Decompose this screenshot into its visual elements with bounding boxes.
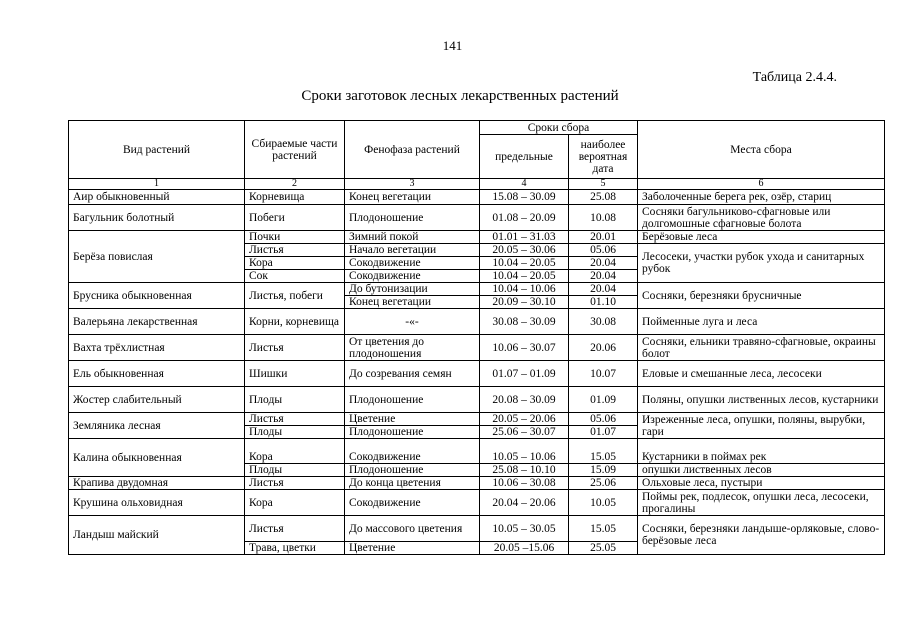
date-cell: 01.09 bbox=[569, 387, 638, 413]
col-number: 1 bbox=[69, 179, 245, 190]
table-row bbox=[69, 477, 885, 490]
range-cell: 15.08 – 30.09 bbox=[480, 190, 569, 205]
phase-cell: Сокодвижение bbox=[345, 490, 480, 516]
place-cell: Сосняки багульниково-сфагновые или долгомошные сфагновые болота bbox=[638, 205, 885, 231]
range-cell: 20.05 – 20.06 bbox=[480, 413, 569, 426]
range-cell: 20.05 –15.06 bbox=[480, 542, 569, 555]
date-cell: 25.05 bbox=[569, 542, 638, 555]
place-cell: Кустарники в поймах рек bbox=[638, 439, 885, 464]
date-cell: 15.09 bbox=[569, 464, 638, 477]
part-cell: Побеги bbox=[245, 205, 345, 231]
range-cell: 20.09 – 30.10 bbox=[480, 296, 569, 309]
phase-cell: До бутонизации bbox=[345, 283, 480, 296]
header-places: Места сбора bbox=[638, 121, 885, 179]
species-cell: Калина обыкновенная bbox=[69, 439, 245, 477]
table-row bbox=[69, 439, 885, 464]
place-cell: Лесосеки, участки рубок ухода и санитарных рубок bbox=[638, 244, 885, 283]
table-row bbox=[69, 361, 885, 387]
table-title: Сроки заготовок лесных лекарственных растений bbox=[301, 88, 619, 104]
place-cell: Поляны, опушки лиственных лесов, кустарники bbox=[638, 387, 885, 413]
header-likely: наиболее вероятная дата bbox=[569, 135, 638, 179]
date-cell: 10.08 bbox=[569, 205, 638, 231]
phase-cell: От цветения до плодоношения bbox=[345, 335, 480, 361]
page-number: 141 bbox=[442, 38, 463, 53]
table-row bbox=[69, 283, 885, 296]
species-cell: Крушина ольховидная bbox=[69, 490, 245, 516]
date-cell: 25.08 bbox=[569, 190, 638, 205]
col-number: 3 bbox=[345, 179, 480, 190]
header-limit: предельные bbox=[480, 135, 569, 179]
place-cell: Еловые и смешанные леса, лесосеки bbox=[638, 361, 885, 387]
harvest-table bbox=[68, 120, 885, 555]
part-cell: Кора bbox=[245, 257, 345, 270]
phase-cell: До массового цветения bbox=[345, 516, 480, 542]
part-cell: Кора bbox=[245, 490, 345, 516]
part-cell: Шишки bbox=[245, 361, 345, 387]
header-species: Вид растений bbox=[69, 121, 245, 179]
range-cell: 01.07 – 01.09 bbox=[480, 361, 569, 387]
part-cell: Почки bbox=[245, 231, 345, 244]
table-row bbox=[69, 490, 885, 516]
table-row bbox=[69, 335, 885, 361]
table-row bbox=[69, 190, 885, 205]
range-cell: 30.08 – 30.09 bbox=[480, 309, 569, 335]
range-cell: 10.06 – 30.08 bbox=[480, 477, 569, 490]
range-cell: 01.08 – 20.09 bbox=[480, 205, 569, 231]
date-cell: 10.07 bbox=[569, 361, 638, 387]
header-phase: Фенофаза растений bbox=[345, 121, 480, 179]
part-cell: Сок bbox=[245, 270, 345, 283]
phase-cell: -«- bbox=[345, 309, 480, 335]
part-cell: Плоды bbox=[245, 464, 345, 477]
date-cell: 05.06 bbox=[569, 244, 638, 257]
range-cell: 20.05 – 30.06 bbox=[480, 244, 569, 257]
date-cell: 10.05 bbox=[569, 490, 638, 516]
phase-cell: До созревания семян bbox=[345, 361, 480, 387]
range-cell: 25.08 – 10.10 bbox=[480, 464, 569, 477]
range-cell: 10.06 – 30.07 bbox=[480, 335, 569, 361]
phase-cell: Цветение bbox=[345, 542, 480, 555]
date-cell: 20.04 bbox=[569, 270, 638, 283]
range-cell: 01.01 – 31.03 bbox=[480, 231, 569, 244]
date-cell: 20.04 bbox=[569, 257, 638, 270]
range-cell: 10.04 – 10.06 bbox=[480, 283, 569, 296]
phase-cell: Сокодвижение bbox=[345, 270, 480, 283]
part-cell: Кора bbox=[245, 439, 345, 464]
table-row bbox=[69, 516, 885, 542]
col-number: 5 bbox=[569, 179, 638, 190]
place-cell: Ольховые леса, пустыри bbox=[638, 477, 885, 490]
range-cell: 20.08 – 30.09 bbox=[480, 387, 569, 413]
species-cell: Брусника обыкновенная bbox=[69, 283, 245, 309]
phase-cell: Плодоношение bbox=[345, 426, 480, 439]
date-cell: 15.05 bbox=[569, 516, 638, 542]
phase-cell: До конца цветения bbox=[345, 477, 480, 490]
date-cell: 20.01 bbox=[569, 231, 638, 244]
species-cell: Ель обыкновенная bbox=[69, 361, 245, 387]
phase-cell: Сокодвижение bbox=[345, 439, 480, 464]
table-row bbox=[69, 231, 885, 244]
date-cell: 15.05 bbox=[569, 439, 638, 464]
place-cell: Заболоченные берега рек, озёр, стариц bbox=[638, 190, 885, 205]
part-cell: Листья bbox=[245, 335, 345, 361]
col-number: 4 bbox=[480, 179, 569, 190]
date-cell: 20.06 bbox=[569, 335, 638, 361]
species-cell: Земляника лесная bbox=[69, 413, 245, 439]
place-cell: Берёзовые леса bbox=[638, 231, 885, 244]
phase-cell: Конец вегетации bbox=[345, 296, 480, 309]
phase-cell: Конец вегетации bbox=[345, 190, 480, 205]
place-cell: Сосняки, березняки брусничные bbox=[638, 283, 885, 309]
part-cell: Трава, цветки bbox=[245, 542, 345, 555]
date-cell: 01.07 bbox=[569, 426, 638, 439]
range-cell: 20.04 – 20.06 bbox=[480, 490, 569, 516]
place-cell: Сосняки, березняки ландыше-орляковые, слово-берёзовые леса bbox=[638, 516, 885, 555]
date-cell: 20.04 bbox=[569, 283, 638, 296]
species-cell: Жостер слабительный bbox=[69, 387, 245, 413]
table-row bbox=[69, 309, 885, 335]
part-cell: Листья bbox=[245, 516, 345, 542]
table-row bbox=[69, 387, 885, 413]
part-cell: Корневища bbox=[245, 190, 345, 205]
date-cell: 25.06 bbox=[569, 477, 638, 490]
date-cell: 01.10 bbox=[569, 296, 638, 309]
place-cell: опушки лиственных лесов bbox=[638, 464, 885, 477]
species-cell: Ландыш майский bbox=[69, 516, 245, 555]
part-cell: Плоды bbox=[245, 387, 345, 413]
col-number: 6 bbox=[638, 179, 885, 190]
place-cell: Поймы рек, подлесок, опушки леса, лесосеки, прогалины bbox=[638, 490, 885, 516]
species-cell: Валерьяна лекарственная bbox=[69, 309, 245, 335]
place-cell: Изреженные леса, опушки, поляны, вырубки, гари bbox=[638, 413, 885, 439]
part-cell: Листья bbox=[245, 413, 345, 426]
range-cell: 10.05 – 30.05 bbox=[480, 516, 569, 542]
header-terms: Сроки сбора bbox=[480, 121, 638, 135]
phase-cell: Плодоношение bbox=[345, 464, 480, 477]
phase-cell: Сокодвижение bbox=[345, 257, 480, 270]
part-cell: Плоды bbox=[245, 426, 345, 439]
part-cell: Листья, побеги bbox=[245, 283, 345, 309]
phase-cell: Плодоношение bbox=[345, 387, 480, 413]
date-cell: 30.08 bbox=[569, 309, 638, 335]
table-label: Таблица 2.4.4. bbox=[752, 70, 837, 85]
part-cell: Листья bbox=[245, 477, 345, 490]
range-cell: 10.04 – 20.05 bbox=[480, 270, 569, 283]
phase-cell: Плодоношение bbox=[345, 205, 480, 231]
species-cell: Багульник болотный bbox=[69, 205, 245, 231]
part-cell: Корни, корневища bbox=[245, 309, 345, 335]
date-cell: 05.06 bbox=[569, 413, 638, 426]
phase-cell: Зимний покой bbox=[345, 231, 480, 244]
species-cell: Крапива двудомная bbox=[69, 477, 245, 490]
col-number: 2 bbox=[245, 179, 345, 190]
phase-cell: Начало вегетации bbox=[345, 244, 480, 257]
place-cell: Пойменные луга и леса bbox=[638, 309, 885, 335]
header-parts: Сбираемые части растений bbox=[245, 121, 345, 179]
part-cell: Листья bbox=[245, 244, 345, 257]
table-row bbox=[69, 413, 885, 426]
table-row bbox=[69, 205, 885, 231]
species-cell: Аир обыкновенный bbox=[69, 190, 245, 205]
range-cell: 10.05 – 10.06 bbox=[480, 439, 569, 464]
range-cell: 25.06 – 30.07 bbox=[480, 426, 569, 439]
phase-cell: Цветение bbox=[345, 413, 480, 426]
place-cell: Сосняки, ельники травяно-сфагновые, окраины болот bbox=[638, 335, 885, 361]
species-cell: Вахта трёхлистная bbox=[69, 335, 245, 361]
range-cell: 10.04 – 20.05 bbox=[480, 257, 569, 270]
species-cell: Берёза повислая bbox=[69, 231, 245, 283]
